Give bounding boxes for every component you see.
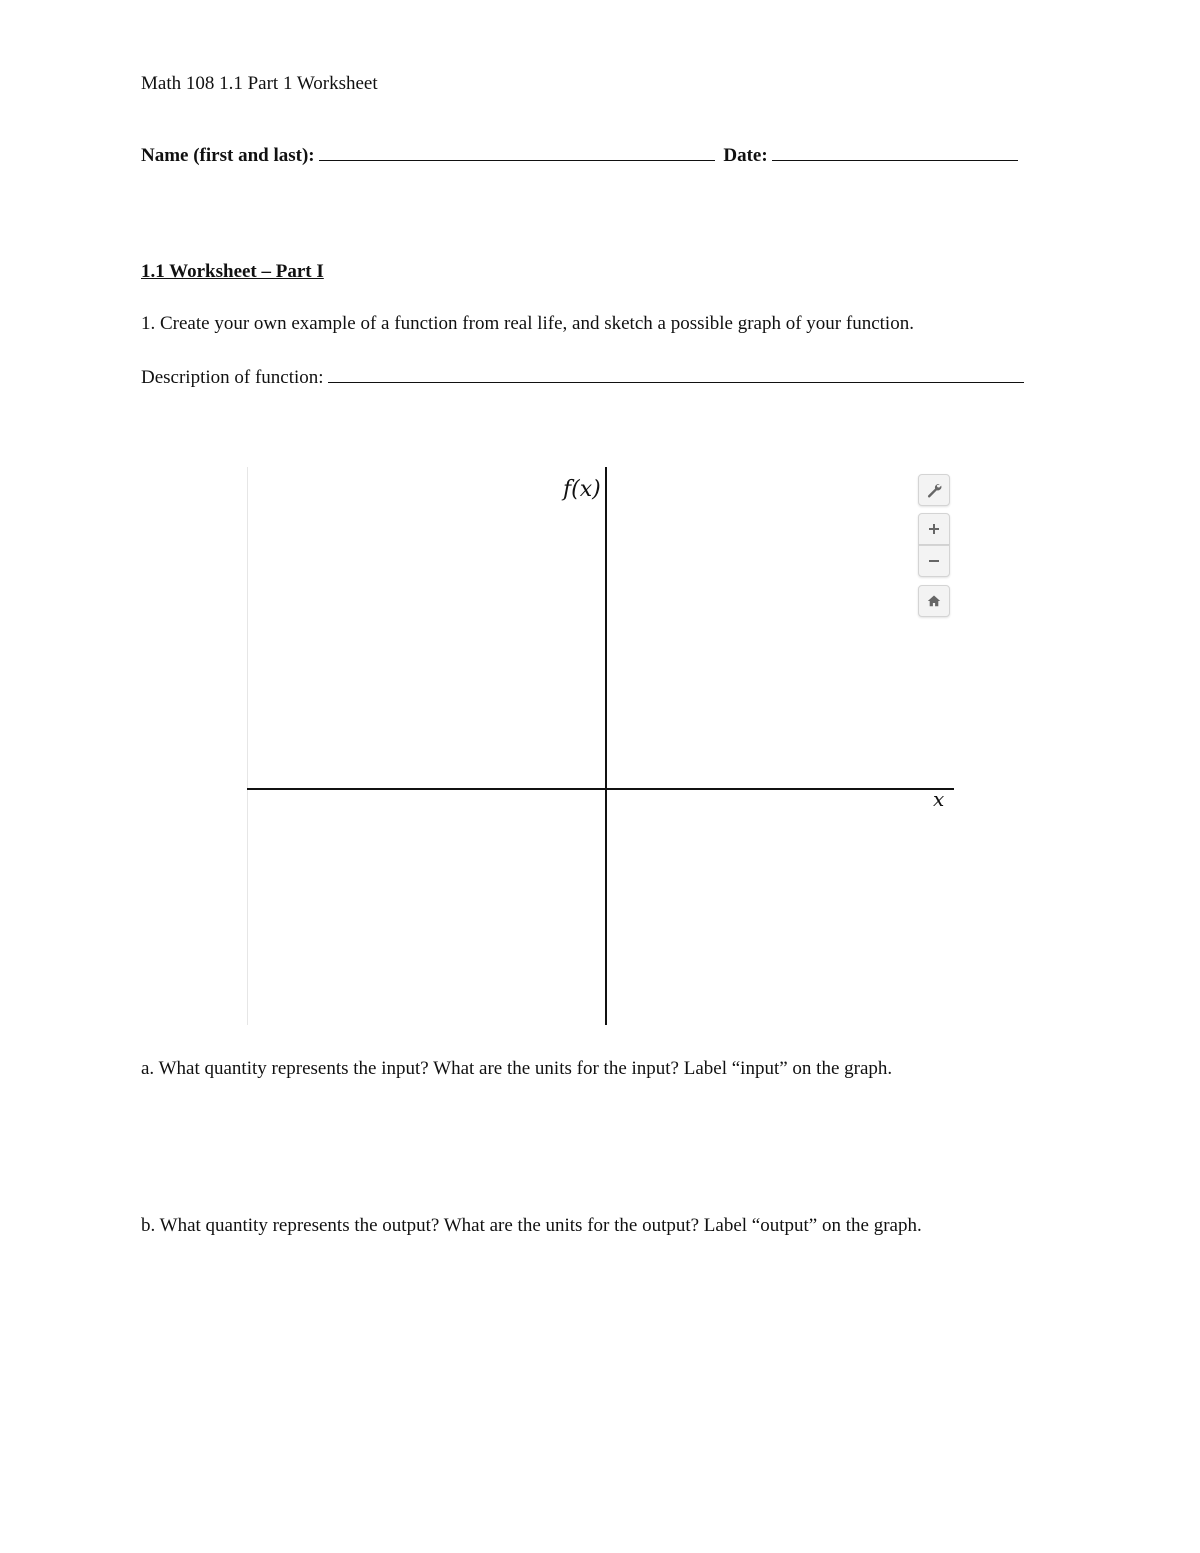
description-label: Description of function: <box>141 367 324 388</box>
zoom-out-icon <box>928 555 940 567</box>
zoom-out-button[interactable] <box>918 545 950 577</box>
name-date-line <box>141 143 1018 167</box>
question-b: b. What quantity represents the output? What are the units for the output? Label “output” on the graph. <box>141 1215 922 1236</box>
home-button[interactable] <box>918 585 950 617</box>
question-a: a. What quantity represents the input? What are the units for the input? Label “input” on the graph. <box>141 1058 893 1079</box>
description-line <box>141 365 1024 389</box>
settings-button[interactable] <box>918 474 950 506</box>
date-label: Date: <box>723 145 768 166</box>
question-1-prompt: 1. Create your own example of a function from real life, and sketch a possible graph of your function. <box>141 313 914 334</box>
y-axis-label: f(x) <box>563 477 601 502</box>
x-axis <box>247 788 954 790</box>
name-label: Name (first and last): <box>141 145 315 166</box>
graph-frame-edge <box>247 467 248 1025</box>
zoom-in-icon <box>928 523 940 535</box>
y-axis <box>605 467 607 1025</box>
zoom-in-button[interactable] <box>918 513 950 545</box>
graph-area[interactable] <box>247 467 954 1025</box>
home-icon <box>927 594 941 608</box>
wrench-icon <box>926 482 942 498</box>
section-heading: 1.1 Worksheet – Part I <box>141 261 324 282</box>
description-blank[interactable] <box>328 365 1024 383</box>
date-blank[interactable] <box>772 143 1018 161</box>
name-blank[interactable] <box>319 143 715 161</box>
worksheet-title: Math 108 1.1 Part 1 Worksheet <box>141 73 378 94</box>
x-axis-label: x <box>933 787 945 811</box>
